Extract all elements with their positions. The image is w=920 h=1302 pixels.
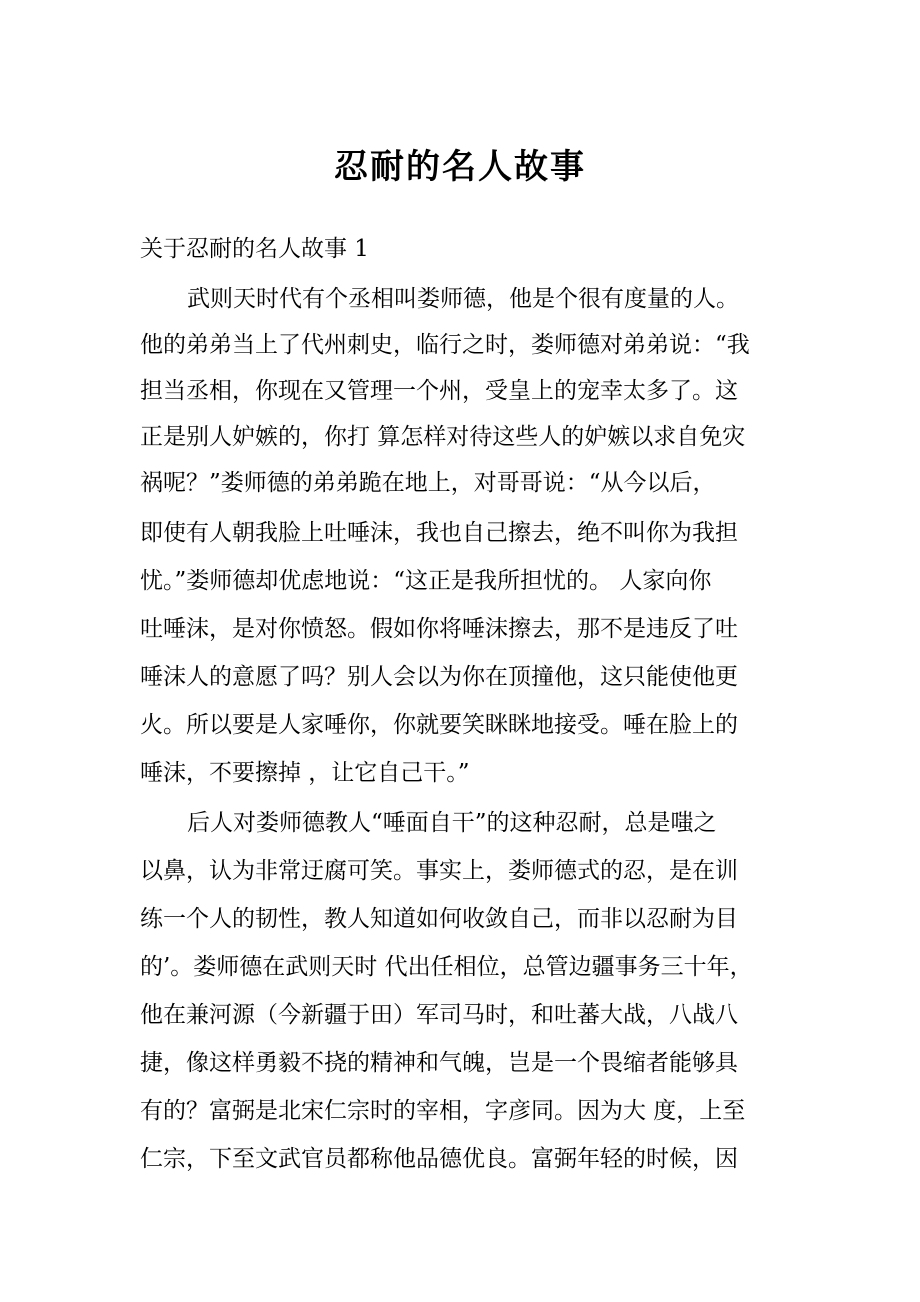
paragraph-2-line-2: 以鼻，认为非常迂腐可笑。事实上，娄师德式的忍，是在训: [140, 858, 738, 884]
paragraph-1-line-2: 他的弟弟当上了代州刺史，临行之时，娄师德对弟弟说：“我: [140, 332, 750, 358]
page-title: 忍耐的名人故事: [334, 147, 586, 187]
paragraph-1-line-8: 吐唾沫，是对你愤怒。假如你将唾沫擦去，那不是违反了吐: [140, 616, 738, 642]
paragraph-1-line-6: 即使有人朝我脸上吐唾沫，我也自己擦去，绝不叫你为我担: [140, 520, 738, 546]
paragraph-2-line-7: 有的？富弼是北宋仁宗时的宰相，字彦同。因为大 度，上至: [140, 1098, 746, 1124]
paragraph-1-line-11: 唾沫，不要擦掉 ，让它自己干。”: [140, 760, 470, 786]
paragraph-2-line-5: 他在兼河源（今新疆于田）军司马时，和吐蕃大战，八战八: [140, 1002, 738, 1028]
paragraph-1-line-1: 武则天时代有个丞相叫娄师德，他是个很有度量的人。: [187, 286, 739, 312]
paragraph-2-line-6: 捷，像这样勇毅不挠的精神和气魄，岂是一个畏缩者能够具: [140, 1050, 738, 1076]
paragraph-2-line-1: 后人对娄师德教人“唾面自干”的这种忍耐，总是嗤之: [187, 810, 717, 836]
section-heading: 关于忍耐的名人故事 1: [140, 236, 369, 262]
paragraph-1-line-5: 祸呢？”娄师德的弟弟跪在地上，对哥哥说：“从今以后，: [140, 470, 716, 496]
paragraph-2-line-3: 练一个人的韧性，教人知道如何收敛自己，而非以忍耐为目: [140, 906, 738, 932]
paragraph-1-line-4: 正是别人妒嫉的，你打 算怎样对待这些人的妒嫉以求自免灾: [140, 424, 746, 450]
paragraph-2-line-8: 仁宗，下至文武官员都称他品德优良。富弼年轻的时候，因: [140, 1146, 738, 1172]
paragraph-2-line-4: 的’。娄师德在武则天时 代出任相位，总管边疆事务三十年，: [140, 954, 753, 980]
paragraph-1-line-10: 火。所以要是人家唾你，你就要笑眯眯地接受。唾在脸上的: [140, 712, 738, 738]
paragraph-1-line-7: 忧。”娄师德却优虑地说：“这正是我所担忧的。 人家向你: [140, 568, 712, 594]
paragraph-1-line-3: 担当丞相，你现在又管理一个州，受皇上的宠幸太多了。这: [140, 378, 738, 404]
paragraph-1-line-9: 唾沫人的意愿了吗？别人会以为你在顶撞他，这只能使他更: [140, 664, 738, 690]
